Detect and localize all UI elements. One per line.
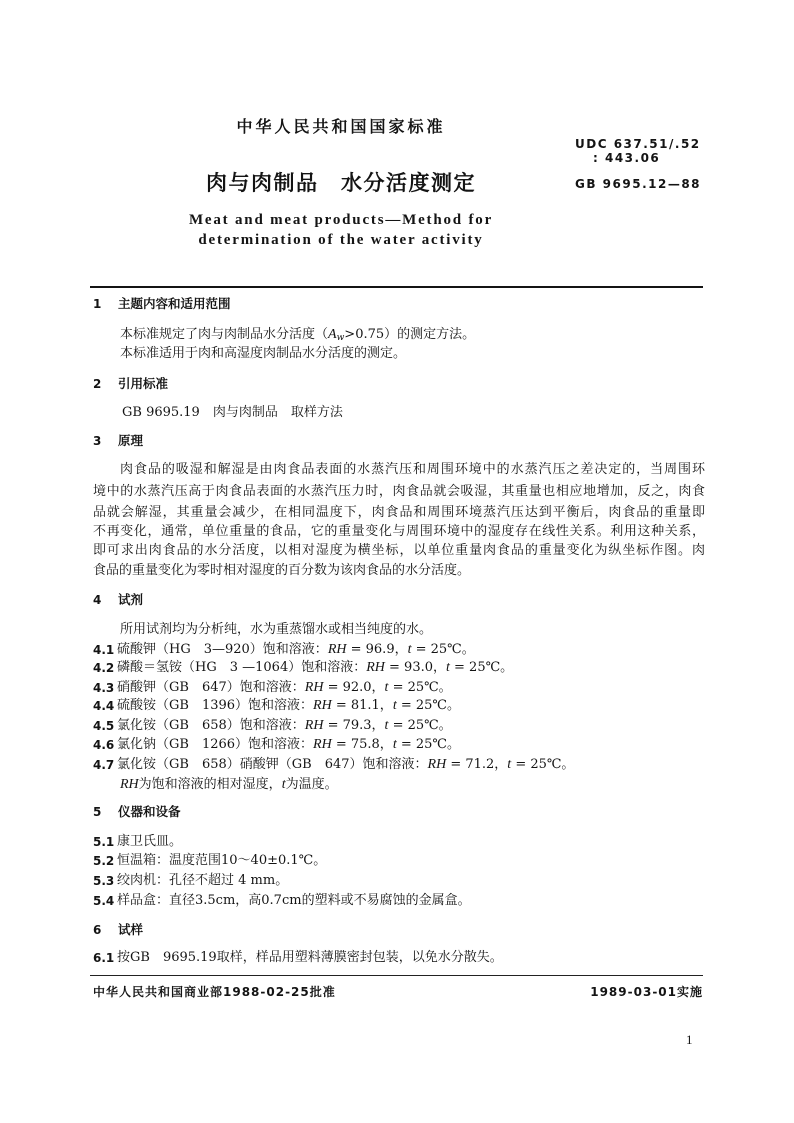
reagent-item-number: 4.7 <box>93 758 115 772</box>
apparatus-item-number: 5.1 <box>93 835 115 849</box>
reagent-item-number: 4.6 <box>93 738 115 752</box>
apparatus-item-number: 5.4 <box>93 894 115 908</box>
reagent-description: 氯化铵（GB 658）饱和溶液： <box>117 718 305 733</box>
reagent-description: 氯化铵（GB 658）硝酸钾（GB 647）饱和溶液： <box>117 757 428 772</box>
section-2-number: 2 <box>93 377 102 391</box>
sample-item-number: 6.1 <box>93 951 115 965</box>
principle-line: 食品的重量变化为零时相对湿度的百分数为该肉食品的水分活度。 <box>93 563 471 578</box>
rh-value: = 93.0， <box>384 660 446 675</box>
rh-symbol: RH <box>366 660 385 675</box>
approval-line: 中华人民共和国商业部1988-02-25批准 <box>93 985 336 999</box>
section-6-title: 试样 <box>118 922 144 937</box>
reagent-description: 硫酸铵（GB 1396）饱和溶液： <box>117 698 314 713</box>
document-title-en-line1: Meat and meat products—Method for <box>188 212 494 228</box>
rh-value: = 96.9， <box>346 642 408 657</box>
principle-line: 境中的水蒸汽压高于肉食品表面的水蒸汽压力时，肉食品就会吸湿，其重量也相应地增加，反之，肉食 <box>93 484 705 499</box>
section-6-number: 6 <box>93 923 102 937</box>
apparatus-item: 绞肉机：孔径不超过 4 mm。 <box>117 873 289 888</box>
rh-symbol: RH <box>120 777 139 792</box>
reagent-description: 硝酸钾（GB 647）饱和溶液： <box>117 680 305 695</box>
scope-line-1-start: 本标准规定了肉与肉制品水分活度（ <box>120 327 329 342</box>
reagent-item-number: 4.5 <box>93 719 115 733</box>
reagent-intro: 所用试剂均为分析纯，水为重蒸馏水或相当纯度的水。 <box>120 622 433 637</box>
rh-symbol: RH <box>327 642 347 657</box>
t-value: = 25℃。 <box>388 680 452 695</box>
section-3-number: 3 <box>93 434 102 448</box>
principle-line: 品就会解湿，其重量会减少，在相同温度下，肉食品和周围环境蒸汽压达到平衡后，肉食品的重量即 <box>93 505 705 520</box>
t-value: = 25℃。 <box>511 757 575 772</box>
section-4-title: 试剂 <box>118 592 144 607</box>
gb-standard-number: GB 9695.12—88 <box>575 177 702 191</box>
scope-line-2: 本标准适用于肉和高湿度肉制品水分活度的测定。 <box>120 346 407 361</box>
udc-code-continuation: : 443.06 <box>593 151 661 165</box>
reagent-item <box>117 698 460 714</box>
t-symbol: t <box>392 698 397 713</box>
reagent-description: 氯化钠（GB 1266）饱和溶液： <box>117 737 314 752</box>
rh-symbol: RH <box>427 757 447 772</box>
reagent-item <box>117 737 460 753</box>
rh-symbol: RH <box>304 680 324 695</box>
sample-item: 按GB 9695.19取样，样品用塑料薄膜密封包装，以免水分散失。 <box>117 950 503 965</box>
principle-line: 肉食品的吸湿和解湿是由肉食品表面的水蒸汽压和周围环境中的水蒸汽压之差决定的，当周围环 <box>120 462 705 477</box>
rh-symbol: RH <box>304 718 324 733</box>
udc-code: UDC 637.51/.52 <box>575 137 701 151</box>
document-title-cn: 肉与肉制品 水分活度测定 <box>206 171 476 195</box>
t-value: = 25℃。 <box>411 642 475 657</box>
reagent-description: 磷酸＝氢铵（HG 3 —1064）饱和溶液： <box>117 660 367 675</box>
document-title-en-line2: determination of the water activity <box>198 232 484 248</box>
standard-type-heading: 中华人民共和国国家标准 <box>236 117 446 136</box>
t-value: = 25℃。 <box>396 698 460 713</box>
footer-divider <box>90 975 703 976</box>
header-divider <box>90 286 703 288</box>
reagent-item-number: 4.3 <box>93 681 115 695</box>
reagent-description: 硫酸钾（HG 3—920）饱和溶液： <box>117 642 328 657</box>
apparatus-item-number: 5.2 <box>93 854 115 868</box>
reagent-note <box>120 777 338 793</box>
scope-line-1 <box>120 327 475 346</box>
rh-value: = 92.0， <box>323 680 385 695</box>
rh-value: = 81.1， <box>331 698 393 713</box>
rh-symbol: RH <box>313 737 332 752</box>
t-value: = 25℃。 <box>449 660 514 675</box>
section-1-title: 主题内容和适用范围 <box>118 296 231 311</box>
normative-reference: GB 9695.19 肉与肉制品 取样方法 <box>122 405 343 420</box>
reagent-item-number: 4.2 <box>93 661 115 675</box>
water-activity-subscript: w <box>336 333 345 343</box>
t-value: = 25℃。 <box>396 737 460 752</box>
reagent-item <box>117 757 574 773</box>
rh-symbol: RH <box>313 698 332 713</box>
reagent-item <box>117 642 475 658</box>
rh-value: = 71.2， <box>446 757 508 772</box>
reagent-item-number: 4.1 <box>93 643 115 657</box>
reagent-item-number: 4.4 <box>93 699 115 713</box>
reagent-note-text-2: 为温度。 <box>285 777 338 792</box>
apparatus-item-number: 5.3 <box>93 874 115 888</box>
reagent-note-text-1: 为饱和溶液的相对湿度， <box>138 777 282 792</box>
reagent-item <box>117 660 513 676</box>
t-symbol: t <box>384 680 389 695</box>
t-symbol: t <box>384 718 389 733</box>
section-4-number: 4 <box>93 593 102 607</box>
t-value: = 25℃。 <box>388 718 452 733</box>
t-symbol: t <box>507 757 512 772</box>
t-symbol: t <box>407 642 412 657</box>
section-5-number: 5 <box>93 805 102 819</box>
apparatus-item: 样品盒：直径3.5cm，高0.7cm的塑料或不易腐蚀的金属盒。 <box>117 893 471 908</box>
t-symbol: t <box>392 737 397 752</box>
reagent-item <box>117 680 452 696</box>
rh-value: = 75.8， <box>331 737 393 752</box>
principle-line: 不再变化，通常，单位重量的食品，它的重量变化与周围环境中的湿度存在线性关系。利用这种关系， <box>93 524 705 539</box>
rh-value: = 79.3， <box>323 718 385 733</box>
section-3-title: 原理 <box>118 433 144 448</box>
t-symbol: t <box>446 660 450 675</box>
section-5-title: 仪器和设备 <box>118 804 181 819</box>
principle-line: 即可求出肉食品的水分活度，以相对湿度为横坐标，以单位重量肉食品的重量变化为纵坐标作图。肉 <box>93 543 705 558</box>
effective-date: 1989-03-01实施 <box>590 985 703 999</box>
apparatus-item: 康卫氏皿。 <box>117 834 183 849</box>
reagent-item <box>117 718 452 734</box>
section-2-title: 引用标准 <box>118 376 169 391</box>
water-activity-symbol: A <box>328 327 337 342</box>
section-1-number: 1 <box>93 297 102 311</box>
t-symbol: t <box>281 777 286 792</box>
page-number: 1 <box>686 1032 693 1047</box>
scope-line-1-end: >0.75）的测定方法。 <box>344 327 476 342</box>
apparatus-item: 恒温箱：温度范围10～40±0.1℃。 <box>117 853 327 868</box>
